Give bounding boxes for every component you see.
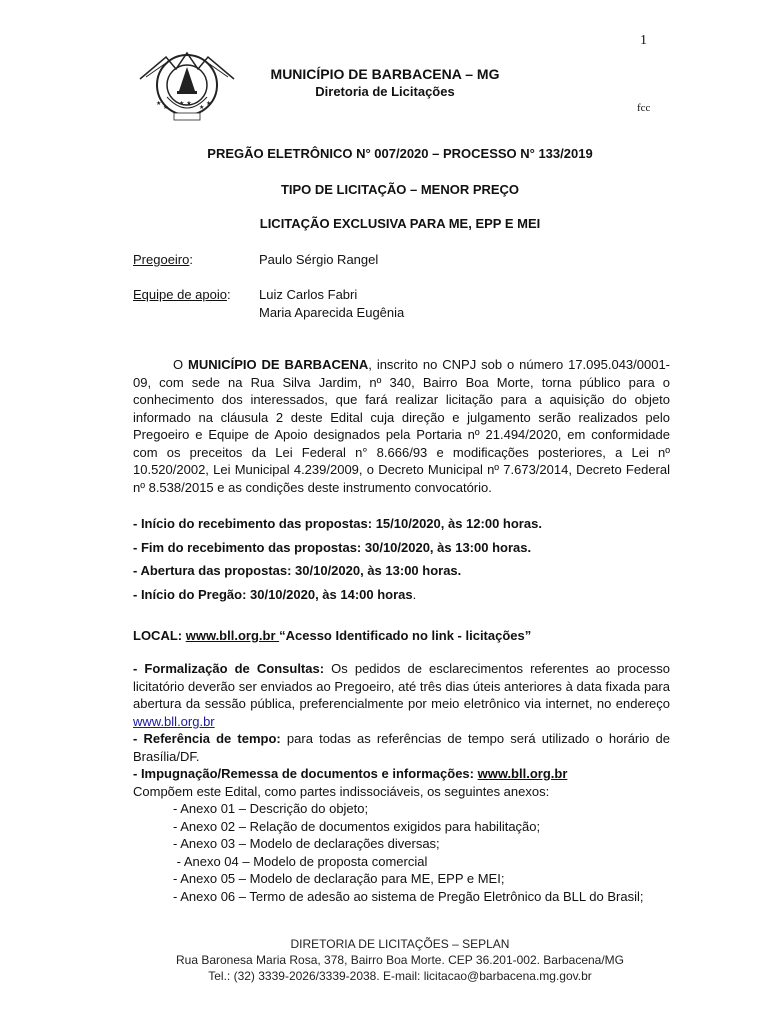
heading-exclusiva: LICITAÇÃO EXCLUSIVA PARA ME, EPP E MEI: [259, 216, 541, 231]
footer: [0, 936, 770, 984]
svg-text:★: ★: [199, 104, 205, 111]
formalizacao-url-link[interactable]: www.bll.org.br: [133, 713, 215, 729]
annex-item: - Anexo 02 – Relação de documentos exigidos para habilitação;: [173, 818, 541, 834]
date-pregao-start: - Início do Pregão: 30/10/2020, às 14:00 horas: [133, 587, 413, 602]
local-label: LOCAL:: [133, 628, 186, 643]
intro-paragraph: [133, 356, 670, 496]
header-initials: fcc: [637, 102, 651, 114]
svg-text:★: ★: [206, 100, 212, 107]
heading-tipo: TIPO DE LICITAÇÃO – MENOR PREÇO: [280, 182, 520, 197]
pregoeiro-name: Paulo Sérgio Rangel: [259, 252, 379, 267]
date-proposals-end: - Fim do recebimento das propostas: 30/10/2020, às 13:00 horas.: [133, 540, 532, 555]
svg-text:★ ★: ★ ★: [179, 100, 192, 107]
footer-contact: Tel.: (32) 3339-2026/3339-2038. E-mail: licitacao@barbacena.mg.gov.br: [208, 969, 592, 983]
equipe-member-2: Maria Aparecida Eugênia: [259, 305, 405, 320]
pregoeiro-colon: :: [189, 252, 193, 267]
intro-municipio: MUNICÍPIO DE BARBACENA: [188, 357, 369, 372]
footer-department: DIRETORIA DE LICITAÇÕES – SEPLAN: [290, 937, 510, 951]
heading-pregao: PREGÃO ELETRÔNICO N° 007/2020 – PROCESSO N° 133/2019: [207, 146, 593, 161]
compoem-text: Compõem este Edital, como partes indissociáveis, os seguintes anexos:: [133, 783, 550, 799]
date-proposals-opening: - Abertura das propostas: 30/10/2020, às 13:00 horas.: [133, 563, 462, 578]
annex-item: - Anexo 04 – Modelo de proposta comercial: [173, 853, 428, 869]
svg-text:★: ★: [163, 104, 169, 111]
annex-item: - Anexo 06 – Termo de adesão ao sistema de Pregão Eletrônico da BLL do Brasil;: [173, 888, 644, 904]
referencia-paragraph: [133, 730, 670, 765]
referencia-text: para todas as referências de tempo será utilizado o horário de Brasília/DF.: [133, 731, 670, 764]
local-line: [133, 628, 531, 643]
footer-address: Rua Baronesa Maria Rosa, 378, Bairro Boa Morte. CEP 36.201-002. Barbacena/MG: [175, 953, 625, 967]
date-pregao-period: .: [412, 587, 417, 602]
header-subtitle: Diretoria de Licitações: [315, 84, 455, 99]
impugnacao-label: - Impugnação/Remessa de documentos e informações:: [133, 766, 478, 781]
svg-text:★: ★: [156, 100, 162, 107]
page-number: 1: [640, 33, 647, 48]
equipe-label: Equipe de apoio: [133, 287, 227, 302]
equipe-member-1: Luiz Carlos Fabri: [259, 287, 358, 302]
equipe-label-row: [133, 287, 231, 302]
pregoeiro-label: Pregoeiro: [133, 252, 190, 267]
impugnacao-url-link[interactable]: www.bll.org.br: [477, 766, 568, 781]
impugnacao-paragraph: [133, 765, 670, 783]
formalizacao-text: Os pedidos de esclarecimentos referentes ao processo licitatório deverão ser enviados ao Pregoeiro, até três dias úteis anteriores à data fixada para abertura da sessão pública, preferencialmente por meio eletrônico via internet, no endereço: [133, 661, 670, 711]
header-title: MUNICÍPIO DE BARBACENA – MG: [270, 66, 500, 82]
pregoeiro-label-row: [133, 252, 193, 267]
rules-block: [133, 660, 670, 800]
intro-body: , inscrito no CNPJ sob o número 17.095.043/0001-09, com sede na Rua Silva Jardim, nº 340, Bairro Boa Morte, torna público para o conhecimento dos interessados, que fará realizar licitação para a aquisição do objeto informado na cláusula 2 deste Edital cuja direção e julgamento serão realizados pelo Pregoeiro e Equipe de Apoio designados pela Portaria nº 21.494/2020, em conformidade com os preceitos da Lei Federal n° 8.666/93 e modificações posteriores, a Lei nº 10.520/2002, Lei Municipal 4.239/2009, o Decreto Municipal nº 7.673/2014, Decreto Federal nº 8.538/2015 e as condições deste instrumento convocatório.: [133, 357, 671, 495]
formalizacao-paragraph: [133, 660, 670, 730]
local-url-link[interactable]: www.bll.org.br: [185, 628, 280, 643]
annex-item: - Anexo 05 – Modelo de declaração para ME, EPP e MEI;: [173, 871, 505, 886]
intro-prefix: O: [173, 357, 189, 372]
annex-list: [173, 800, 643, 905]
local-note: “Acesso Identificado no link - licitações”: [279, 628, 532, 643]
date-proposals-start: - Início do recebimento das propostas: 15/10/2020, às 12:00 horas.: [133, 516, 542, 531]
formalizacao-label: - Formalização de Consultas:: [133, 661, 325, 676]
annex-item: - Anexo 01 – Descrição do objeto;: [173, 801, 369, 816]
date-pregao-row: [133, 587, 416, 602]
referencia-label: - Referência de tempo:: [133, 731, 281, 746]
equipe-colon: :: [226, 287, 231, 302]
annex-item: - Anexo 03 – Modelo de declarações diversas;: [173, 836, 440, 851]
